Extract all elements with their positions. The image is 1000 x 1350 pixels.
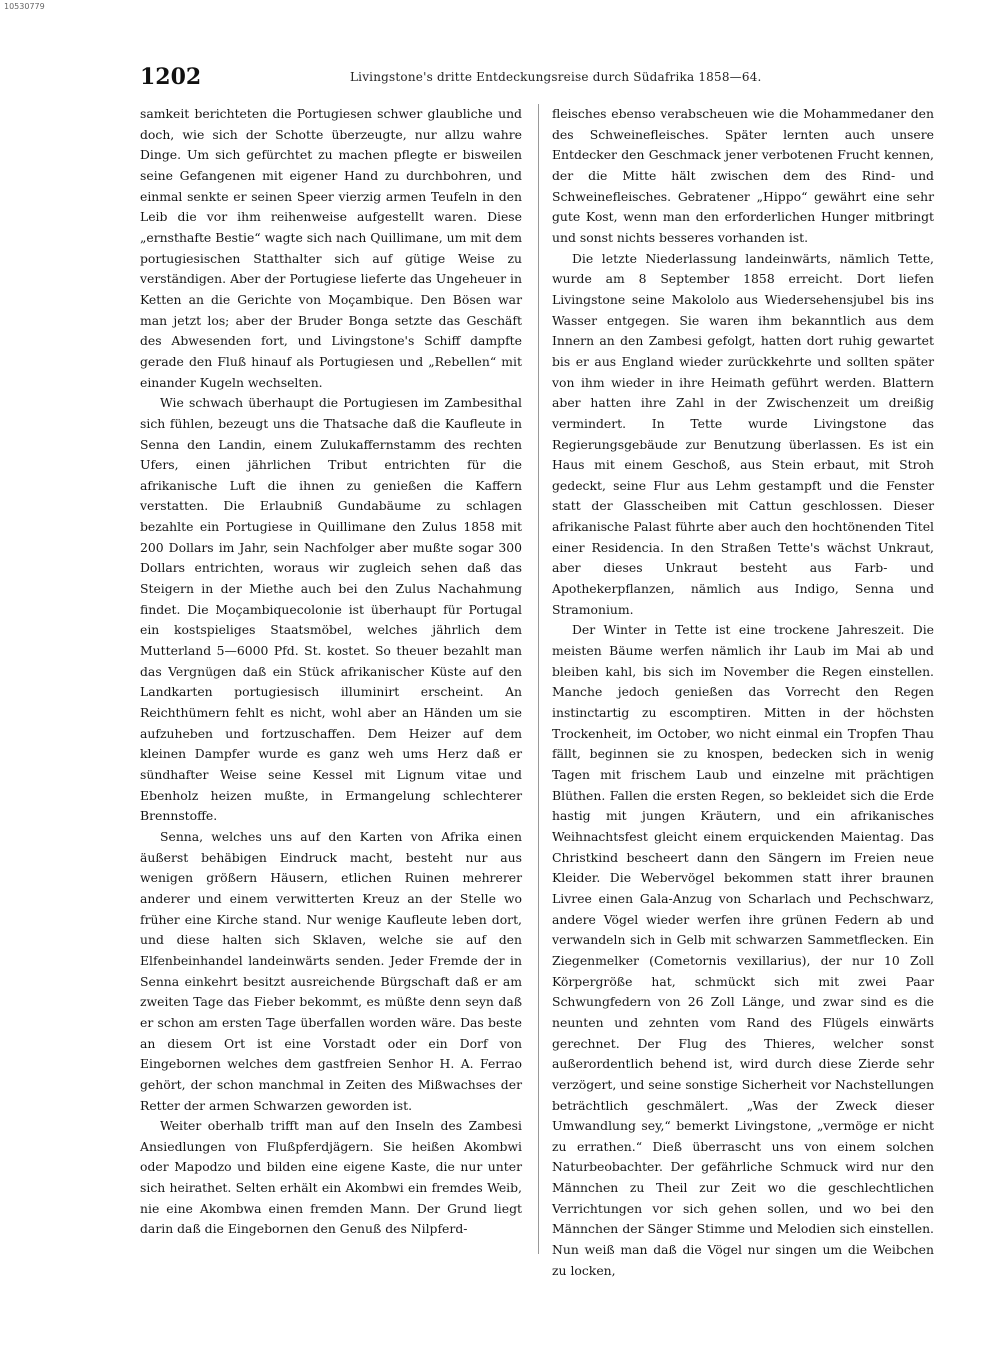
column-divider: [538, 104, 539, 1254]
paragraph: Senna, welches uns auf den Karten von Afrika einen äußerst behäbigen Eindruck macht, besteht nur aus wenigen größern Häusern, etlichen Ruinen mehrerer anderer und einem verwitterten Kreuz an der Stelle wo früher eine Kirche stand. Nur wenige Kaufleute leben dort, und diese halten sich Sklaven, welche sie auf den Elfenbeinhandel landeinwärts senden. Jeder Fremde der in Senna einkehrt besitzt ausreichende Bürgschaft daß er am zweiten Tage das Fieber bekommt, es müßte denn seyn daß er schon am ersten Tage überfallen worden wäre. Das beste an diesem Ort ist eine Vorstadt oder ein Dorf von Eingebornen welches dem gastfreien Senhor H. A. Ferrao gehört, der schon manchmal in Zeiten des Mißwachses der Retter der armen Schwarzen geworden ist.: [140, 828, 522, 1113]
paragraph: Weiter oberhalb trifft man auf den Inseln des Zambesi Ansiedlungen von Flußpferdjägern. Sie heißen Akombwi oder Mapodzo und bilden eine eigene Kaste, die nur unter sich heirathet. Selten erhält ein Akombwi ein fremdes Weib, nie eine Akombwa einen fremden Mann. Der Grund liegt darin daß die Eingebornen den Genuß des Nilpferd-: [140, 1118, 522, 1237]
page-number: 1202: [140, 64, 202, 90]
paragraph: fleisches ebenso verabscheuen wie die Mohammedaner den des Schweinefleisches. Später lernten auch unsere Entdecker den Geschmack jener verbotenen Frucht kennen, der die Mitte hält zwischen dem des Rind- und Schweinefleisches. Gebratener „Hippo“ gewährt eine sehr gute Kost, wenn man den erforderlichen Hunger mitbringt und sonst nichts besseres vorhanden ist.: [552, 106, 934, 245]
left-column: [140, 104, 522, 1240]
running-title: Livingstone's dritte Entdeckungsreise durch Südafrika 1858—64.: [350, 70, 762, 84]
paragraph: Wie schwach überhaupt die Portugiesen im Zambesithal sich fühlen, bezeugt uns die Thatsache daß die Kaufleute in Senna den Landin, einem Zulukaffernstamm des rechten Ufers, einen jährlichen Tribut entrichten für die afrikanische Luft die ihnen zu genießen die Kaffern verstatten. Die Erlaubniß Gundabäume zu schlagen bezahlte ein Portugiese in Quillimane den Zulus 1858 mit 200 Dollars im Jahr, sein Nachfolger aber mußte sogar 300 Dollars entrichten, woraus wir zugleich sehen daß das Steigern in der Miethe auch bei den Zulus Nachahmung findet. Die Moçambiquecolonie ist überhaupt für Portugal ein kostspieliges Staatsmöbel, welches jährlich dem Mutterland 5—6000 Pfd. St. kostet. So theuer bezahlt man das Vergnügen daß ein Stück afrikanischer Küste auf den Landkarten portugiesisch illuminirt erscheint. An Reichthümern fehlt es nicht, wohl aber an Händen um sie aufzuheben und fortzuschaffen. Dem Heizer auf dem kleinen Dampfer wurde es ganz weh ums Herz daß er sündhafter Weise seine Kessel mit Lignum vitae und Ebenholz heizen mußte, in Ermangelung schlechterer Brennstoffe.: [140, 395, 522, 824]
page-header: [140, 64, 935, 94]
paragraph: Die letzte Niederlassung landeinwärts, nämlich Tette, wurde am 8 September 1858 erreicht. Dort liefen Livingstone seine Makololo aus Wiedersehensjubel bis ins Wasser entgegen. Sie waren ihm bekanntlich aus dem Innern an den Zambesi gefolgt, hatten dort ruhig gewartet bis er aus England wieder zurückkehrte und sollten später von ihm wieder in ihre Heimath geführt werden. Blattern aber hatten ihre Zahl in der Zwischenzeit um dreißig vermindert. In Tette wurde Livingstone das Regierungsgebäude zur Benutzung überlassen. Es ist ein Haus mit einem Geschoß, aus Stein erbaut, mit Stroh gedeckt, seine Flur aus Lehm gestampft und die Fenster statt der Glasscheiben mit Cattun geschlossen. Dieser afrikanische Palast führte aber auch den hochtönenden Titel einer Residencia. In den Straßen Tette's wächst Unkraut, aber dieses Unkraut besteht aus Farb- und Apothekerpflanzen, nämlich aus Indigo, Senna und Stramonium.: [552, 250, 934, 617]
paragraph: Der Winter in Tette ist eine trockene Jahreszeit. Die meisten Bäume werfen nämlich ihr Laub im Mai ab und bleiben kahl, bis sich im November die Regen einstellen. Manche jedoch genießen das Vorrecht den Regen instinctartig zu escomptiren. Mitten in der höchsten Trockenheit, im October, wo nicht einmal ein Tropfen Thau fällt, beginnen sie zu knospen, bedecken sich in wenig Tagen mit frischem Laub und einzelne mit prächtigen Blüthen. Fallen die ersten Regen, so bekleidet sich die Erde hastig mit jungen Kräutern, und ein afrikanisches Weihnachtsfest gleicht einem erquickenden Maientag. Das Christkind bescheert dann den Sängern im Freien neue Kleider. Die Webervögel bekommen statt ihrer braunen Livree einen Gala-Anzug von Scharlach und Pechschwarz, andere Vögel wieder werfen ihre grünen Federn ab und verwandeln sich in Gelb mit schwarzen Sammetflecken. Ein Ziegenmelker (Cometornis vexillarius), der nur 10 Zoll Körpergröße hat, schmückt sich mit zwei Paar Schwungfedern von 26 Zoll Länge, und zwar sind es die neunten und zehnten vom Rand des Flügels einwärts gerechnet. Der Flug des Thieres, welcher sonst außerordentlich behend ist, wird durch diese Zierde sehr verzögert, und seine sonstige Sicherheit vor Nachstellungen beträchtlich geschmälert. „Was der Zweck dieser Umwandlung sey,“ bemerkt Livingstone, „vermöge er nicht zu errathen.“ Dieß überrascht uns von einem solchen Naturbeobachter. Der gefährliche Schmuck wird nur den Männchen zu Theil zur Zeit wo die geschlechtlichen Verrichtungen vor sich gehen sollen, und wo bei den Männchen der Sänger Stimme und Melodien sich einstellen. Nun weiß man daß die Vögel nur singen um die Weibchen zu locken,: [552, 622, 934, 1278]
scan-id: 10530779: [4, 2, 45, 11]
right-column: [552, 104, 934, 1281]
paragraph: samkeit berichteten die Portugiesen schwer glaubliche und doch, wie sich der Schotte überzeugte, nur allzu wahre Dinge. Um sich gefürchtet zu machen pflegte er bisweilen seine Gefangenen mit eigener Hand zu durchbohren, und einmal senkte er seinen Speer vierzig armen Teufeln in den Leib die vor ihm reihenweise aufgestellt waren. Diese „ernsthafte Bestie“ wagte sich nach Quillimane, um mit dem portugiesischen Statthalter sich auf gütige Weise zu verständigen. Aber der Portugiese lieferte das Ungeheuer in Ketten an die Gerichte von Moçambique. Den Bösen war man jetzt los; aber der Bruder Bonga setzte das Geschäft des Abwesenden fort, und Livingstone's Schiff dampfte gerade den Fluß hinauf als Portugiesen und „Rebellen“ mit einander Kugeln wechselten.: [140, 106, 522, 390]
